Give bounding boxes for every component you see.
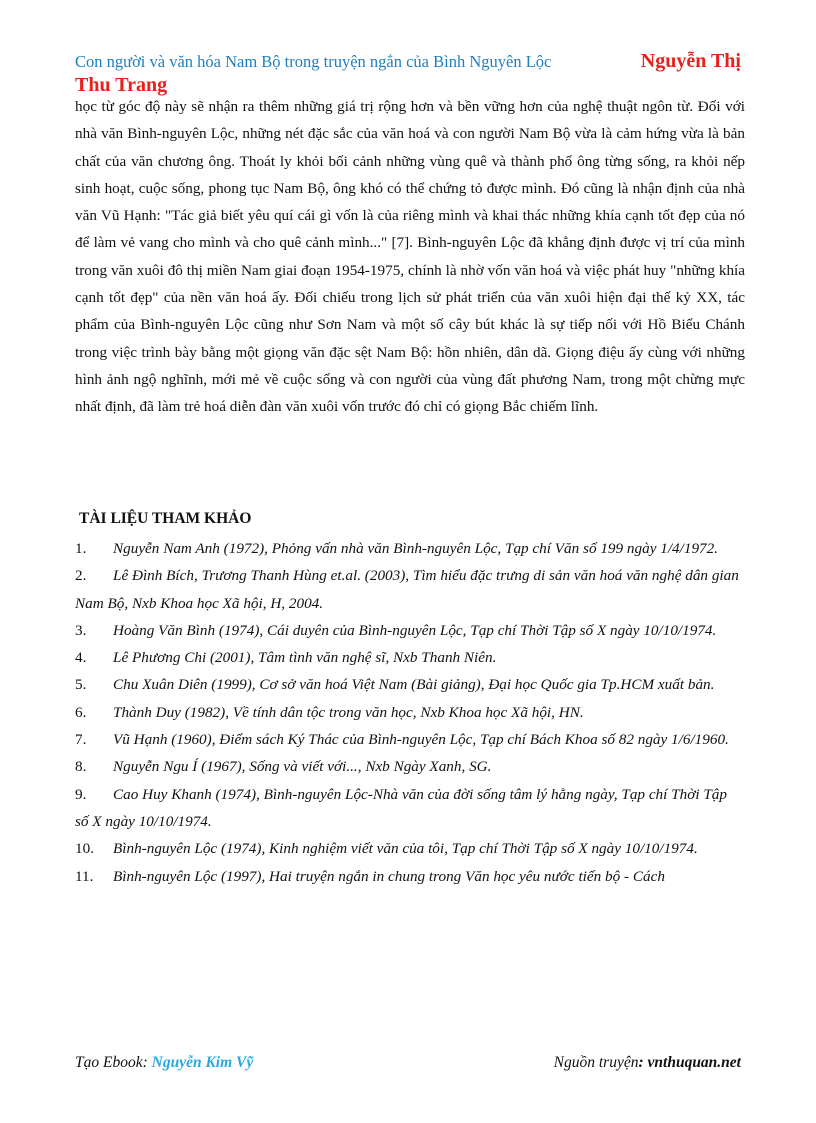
reference-number: 4.: [75, 649, 87, 667]
reference-text: Thành Duy (1982), Về tính dân tộc trong văn học, Nxb Khoa học Xã hội, HN.: [113, 703, 584, 721]
reference-item: [75, 562, 741, 617]
header-author-line2: Thu Trang: [75, 74, 168, 96]
footer-ebook-label: Tạo Ebook: [75, 1054, 143, 1071]
header-author-line1: Nguyễn Thị: [640, 50, 741, 72]
footer-source-label: Nguồn truyện: [553, 1054, 639, 1071]
reference-item: [75, 617, 741, 644]
reference-item: [75, 863, 741, 890]
reference-item: [75, 699, 741, 726]
reference-item: [75, 726, 741, 753]
reference-item: [75, 781, 741, 836]
reference-item: [75, 644, 741, 671]
reference-item: [75, 835, 741, 862]
footer-source-site[interactable]: vnthuquan.net: [647, 1054, 741, 1071]
footer-ebook-credit: [75, 1054, 253, 1072]
references-heading: TÀI LIỆU THAM KHẢO: [79, 510, 252, 527]
reference-text: Lê Đình Bích, Trương Thanh Hùng et.al. (2003), Tìm hiểu đặc trưng di sản văn hoá văn nghệ dân gian Nam Bộ, Nxb Khoa học Xã hội, H, 2004.: [75, 567, 739, 612]
reference-text: Vũ Hạnh (1960), Điểm sách Ký Thác của Bình-nguyên Lộc, Tạp chí Bách Khoa số 82 ngày 1/6/1960.: [113, 731, 729, 749]
reference-text: Lê Phương Chi (2001), Tâm tình văn nghệ sĩ, Nxb Thanh Niên.: [113, 649, 497, 667]
reference-number: 1.: [75, 540, 87, 557]
footer-separator: :: [142, 1054, 152, 1071]
body-paragraph: học từ góc độ này sẽ nhận ra thêm những giá trị rộng hơn và bền vững hơn của nghệ thuật ngôn từ. Đối với nhà văn Bình-nguyên Lộc, những nét đặc sắc của văn hoá và con người Nam Bộ vừa là cảm hứng vừa là bản chất của văn chương ông. Thoát ly khỏi bối cảnh những vùng quê và thành phố ông từng sống, ra khỏi nếp sinh hoạt, cuộc sống, phong tục Nam Bộ, ông khó có thể chứng tỏ được mình. Đó cũng là nhận định của nhà văn Vũ Hạnh: "Tác giả biết yêu quí cái gì vốn là của riêng mình và khai thác những khía cạnh tốt đẹp của nó để làm vẻ vang cho mình và cho quê cảnh mình..." [7]. Bình-nguyên Lộc đã khẳng định được vị trí của mình trong văn xuôi đô thị miền Nam giai đoạn 1954-1975, chính là nhờ vốn văn hoá và việc phát huy "những khía cạnh tốt đẹp" của nền văn hoá ấy. Đối chiếu trong lịch sử phát triển của văn xuôi hiện đại thế kỷ XX, tác phẩm của Bình-nguyên Lộc cũng như Sơn Nam và một số cây bút khác là sự tiếp nối với Hồ Biểu Chánh trong việc trình bày bằng một giọng văn đặc sệt Nam Bộ: hồn nhiên, dân dã. Giọng điệu ấy cùng với những hình ảnh ngộ nghĩnh, mới mẻ về cuộc sống và con người của vùng đất phương Nam, trong một chừng mực nhất định, đã làm trẻ hoá diễn đàn văn xuôi vốn trước đó chỉ có giọng Bắc chiếm lĩnh.: [75, 98, 745, 416]
reference-number: 7.: [75, 731, 87, 749]
reference-number: 5.: [75, 676, 87, 694]
reference-number: 10.: [75, 840, 94, 858]
reference-text: Chu Xuân Diên (1999), Cơ sở văn hoá Việt Nam (Bài giảng), Đại học Quốc gia Tp.HCM xuất bản.: [113, 676, 715, 694]
reference-number: 2.: [75, 567, 87, 585]
references-list: [75, 535, 741, 890]
reference-number: 3.: [75, 621, 87, 639]
reference-text: Bình-nguyên Lộc (1974), Kinh nghiệm viết văn của tôi, Tạp chí Thời Tập số X ngày 10/10/1974.: [113, 840, 698, 858]
header-title: Con người và văn hóa Nam Bộ trong truyện ngắn của Bình Nguyên Lộc: [75, 52, 552, 71]
reference-text: Cao Huy Khanh (1974), Bình-nguyên Lộc-Nhà văn của đời sống tâm lý hằng ngày, Tạp chí Thời Tập số X ngày 10/10/1974.: [75, 785, 727, 830]
reference-text: Bình-nguyên Lộc (1997), Hai truyện ngắn in chung trong Văn học yêu nước tiến bộ - Cách: [113, 867, 665, 885]
reference-text: Hoàng Văn Bình (1974), Cái duyên của Bình-nguyên Lộc, Tạp chí Thời Tập số X ngày 10/10/1974.: [113, 621, 717, 639]
reference-text: Nguyễn Nam Anh (1972), Phỏng vấn nhà văn Bình-nguyên Lộc, Tạp chí Văn số 199 ngày 1/4/1972.: [113, 540, 719, 557]
reference-item: [75, 753, 741, 780]
reference-text: Nguyễn Ngu Í (1967), Sống và viết với..., Nxb Ngày Xanh, SG.: [113, 758, 492, 776]
reference-number: 11.: [75, 867, 94, 885]
footer-source: [554, 1054, 741, 1072]
reference-number: 9.: [75, 785, 87, 803]
reference-number: 6.: [75, 703, 87, 721]
footer-separator: :: [638, 1054, 648, 1071]
reference-item: [75, 535, 741, 562]
reference-item: [75, 671, 741, 698]
footer-ebook-name: Nguyễn Kim Vỹ: [151, 1054, 254, 1071]
reference-number: 8.: [75, 758, 87, 776]
